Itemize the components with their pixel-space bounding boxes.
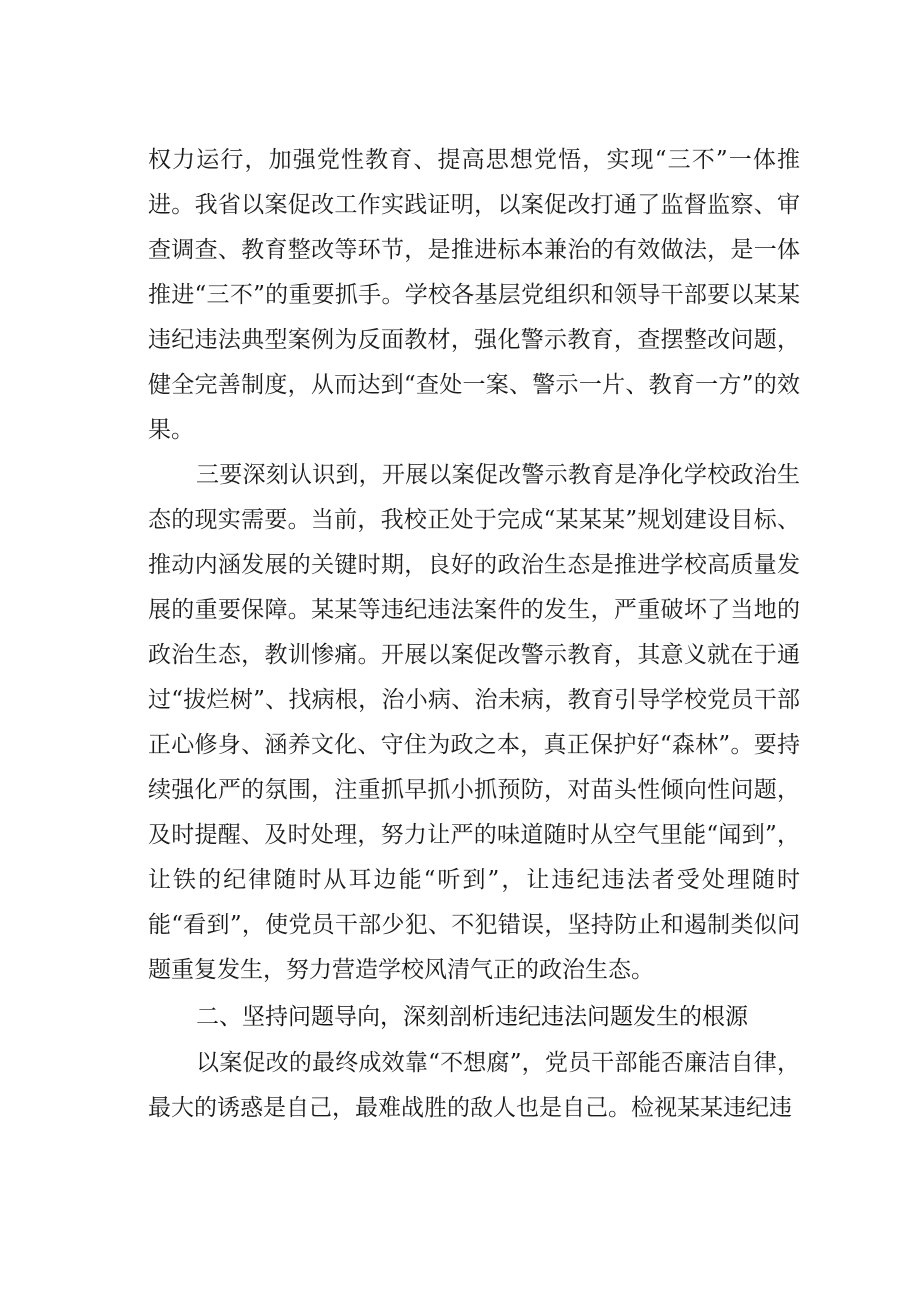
paragraph-closing: 以案促改的最终成效靠“不想腐”，党员干部能否廉洁自律，最大的诱惑是自己，最难战胜的敌人也是自己。检视某某违纪违 xyxy=(148,1050,800,1121)
section-heading: 二、坚持问题导向，深刻剖析违纪违法问题发生的根源 xyxy=(196,1004,748,1030)
paragraph-third-point: 三要深刻认识到，开展以案促改警示教育是净化学校政治生态的现实需要。当前，我校正处于完成“某某某”规划建设目标、推动内涵发展的关键时期，良好的政治生态是推进学校高质量发展的重要保障。某某等违纪违法案件的发生，严重破坏了当地的政治生态，教训惨痛。开展以案促改警示教育，其意义就在于通过“拔烂树”、找病根，治小病、治未病，教育引导学校党员干部正心修身、涵养文化、守住为政之本，真正保护好“森林”。要持续强化严的氛围，注重抓早抓小抓预防，对苗头性倾向性问题，及时提醒、及时处理，努力让严的味道随时从空气里能“闻到”，让铁的纪律随时从耳边能“听到”，让违纪违法者受处理随时能“看到”，使党员干部少犯、不犯错误，坚持防止和遏制类似问题重复发生，努力营造学校风清气正的政治生态。 xyxy=(148,462,800,983)
paragraph-continued: 权力运行，加强党性教育、提高思想党悟，实现“三不”一体推进。我省以案促改工作实践证明，以案促改打通了监督监察、审查调查、教育整改等环节，是推进标本兼治的有效做法，是一体推进“三不”的重要抓手。学校各基层党组织和领导干部要以某某违纪违法典型案例为反面教材，强化警示教育，查摆整改问题，健全完善制度，从而达到“查处一案、警示一片、教育一方”的效果。 xyxy=(148,147,800,443)
document-body xyxy=(148,138,800,1131)
